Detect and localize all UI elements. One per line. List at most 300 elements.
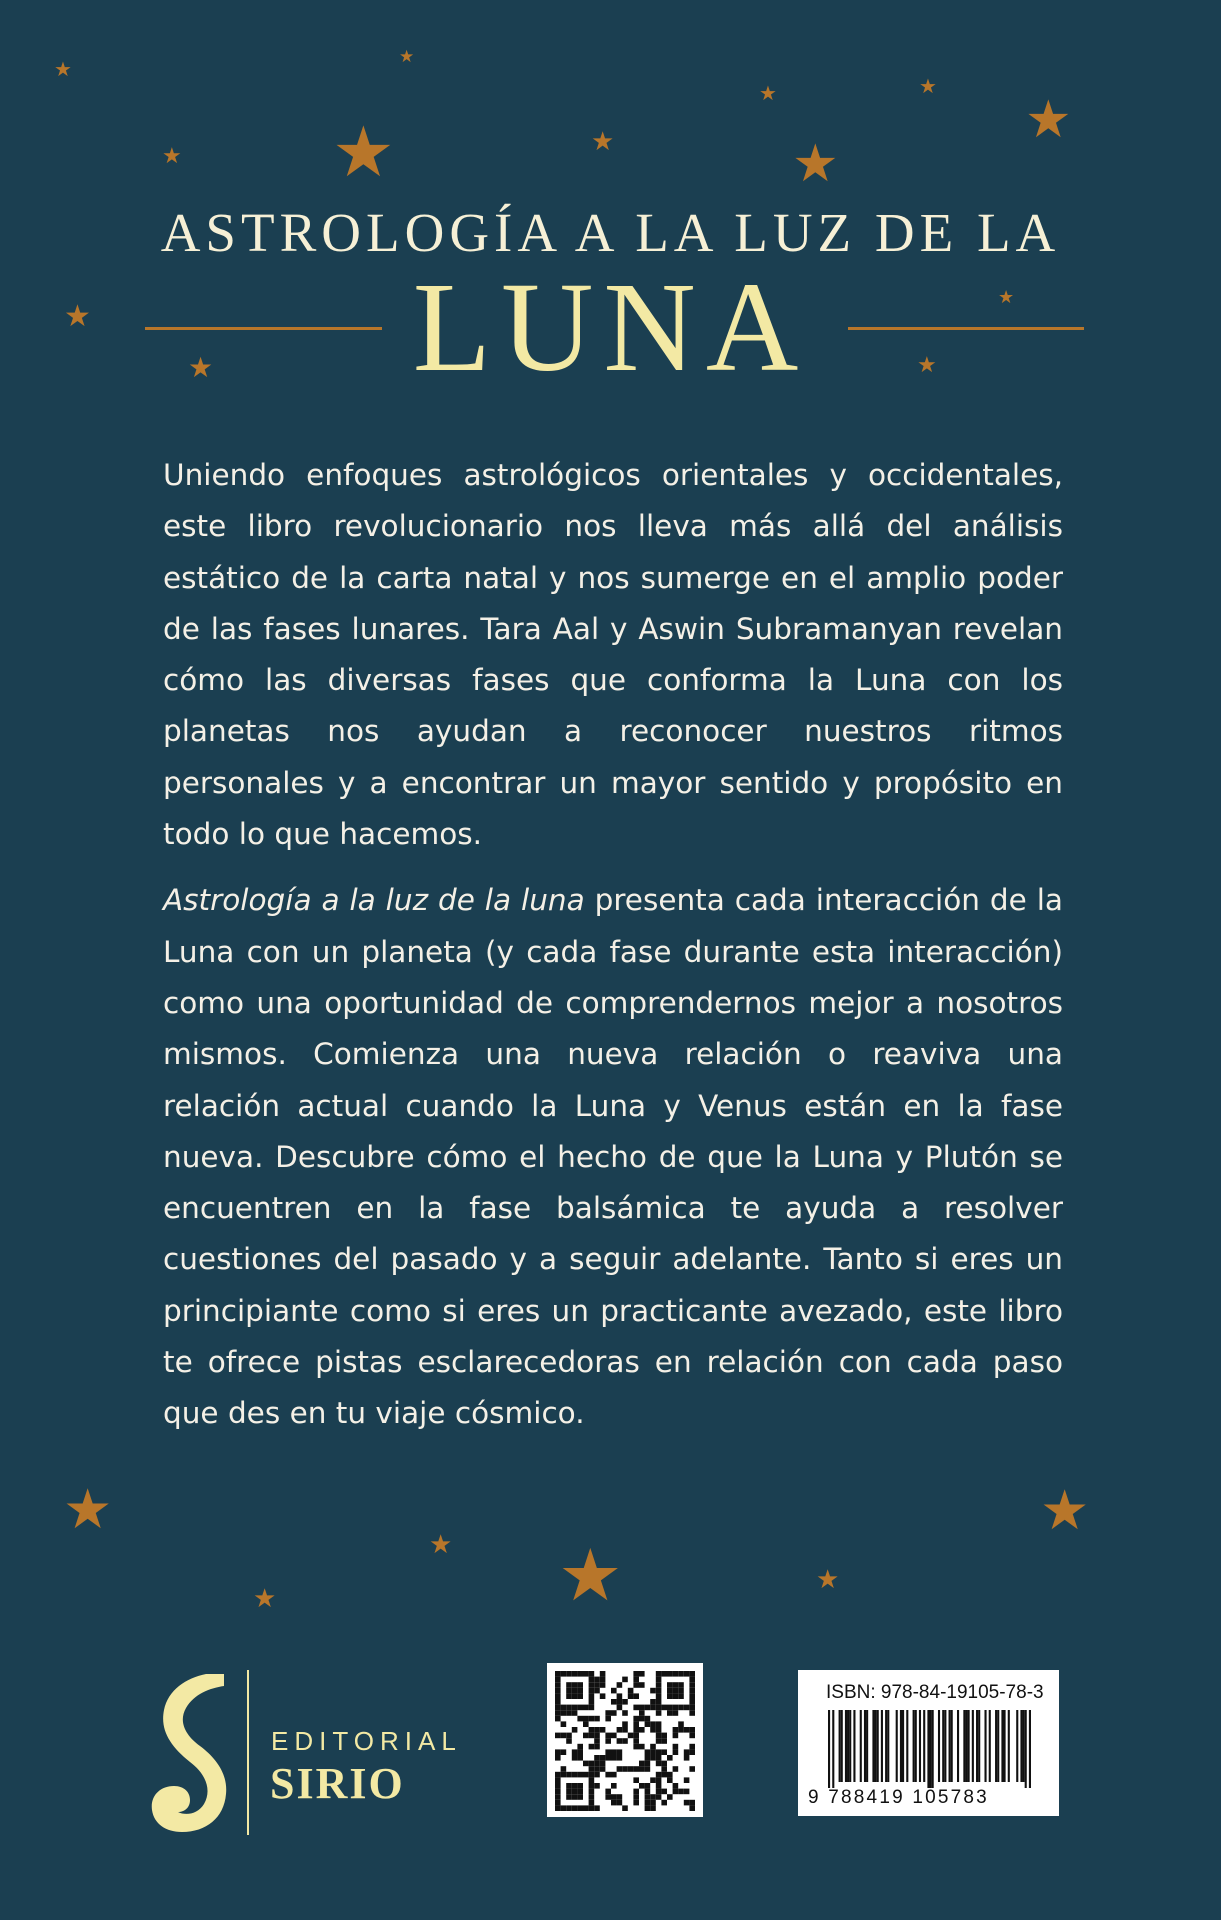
qr-module: [689, 1744, 695, 1750]
qr-module: [594, 1733, 600, 1739]
star-icon: ★: [998, 287, 1015, 307]
barcode-bar: [900, 1710, 902, 1782]
qr-module: [656, 1761, 662, 1767]
qr-module: [661, 1761, 667, 1767]
star-icon: ★: [1025, 91, 1072, 149]
barcode-bar: [942, 1710, 944, 1782]
qr-module: [583, 1721, 589, 1727]
barcode-bar: [866, 1710, 868, 1782]
qr-module: [572, 1794, 578, 1800]
barcode-bar: [828, 1710, 830, 1788]
qr-module: [600, 1671, 606, 1677]
qr-module: [667, 1688, 673, 1694]
barcode-bar: [1001, 1710, 1003, 1782]
star-icon: ★: [759, 83, 777, 105]
qr-module: [611, 1688, 617, 1694]
star-icon: ★: [558, 1536, 623, 1616]
star-icon: ★: [429, 1529, 453, 1559]
qr-module: [617, 1693, 623, 1699]
qr-module: [633, 1671, 639, 1677]
qr-module: [605, 1710, 611, 1716]
qr-module: [577, 1688, 583, 1694]
qr-module: [572, 1755, 578, 1761]
qr-module: [555, 1705, 561, 1711]
qr-module: [650, 1688, 656, 1694]
barcode-bar: [976, 1710, 978, 1782]
qr-module: [656, 1705, 662, 1711]
qr-module: [639, 1761, 645, 1767]
qr-module: [617, 1727, 623, 1733]
qr-module: [633, 1682, 639, 1688]
barcode-bar: [989, 1710, 991, 1782]
qr-module: [594, 1688, 600, 1694]
qr-module: [650, 1744, 656, 1750]
qr-module: [667, 1682, 673, 1688]
qr-module: [678, 1693, 684, 1699]
qr-module: [561, 1766, 567, 1772]
qr-module: [605, 1738, 611, 1744]
qr-module: [656, 1693, 662, 1699]
qr-module: [661, 1766, 667, 1772]
qr-module: [577, 1783, 583, 1789]
qr-module: [555, 1710, 561, 1716]
qr-module: [645, 1800, 651, 1806]
qr-module: [661, 1749, 667, 1755]
qr-module: [589, 1677, 595, 1683]
barcode-bar: [915, 1710, 917, 1782]
qr-module: [639, 1705, 645, 1711]
qr-module: [594, 1682, 600, 1688]
qr-module: [600, 1766, 606, 1772]
barcode-bar: [951, 1710, 953, 1782]
qr-module: [577, 1789, 583, 1795]
barcode-bar: [978, 1710, 980, 1782]
qr-module: [684, 1755, 690, 1761]
publisher-logo: [150, 1670, 490, 1835]
barcode-bar: [881, 1710, 883, 1782]
qr-module: [650, 1749, 656, 1755]
qr-module: [594, 1783, 600, 1789]
qr-module: [645, 1721, 651, 1727]
qr-module: [617, 1766, 623, 1772]
barcode-bar: [902, 1710, 904, 1782]
qr-module: [673, 1671, 679, 1677]
qr-module: [673, 1733, 679, 1739]
qr-module: [594, 1677, 600, 1683]
qr-module: [611, 1699, 617, 1705]
qr-module: [673, 1783, 679, 1789]
qr-module: [611, 1783, 617, 1789]
qr-module: [639, 1783, 645, 1789]
barcode-bar: [1004, 1710, 1006, 1782]
qr-module: [566, 1671, 572, 1677]
star-icon: ★: [1040, 1479, 1090, 1541]
qr-module: [555, 1716, 561, 1722]
qr-module: [605, 1716, 611, 1722]
qr-module: [577, 1749, 583, 1755]
qr-module: [561, 1749, 567, 1755]
star-icon: ★: [399, 47, 415, 66]
qr-module: [689, 1705, 695, 1711]
qr-module: [667, 1705, 673, 1711]
qr-module: [561, 1710, 567, 1716]
barcode-bar: [968, 1710, 970, 1782]
qr-module: [561, 1705, 567, 1711]
qr-module: [566, 1682, 572, 1688]
qr-module: [689, 1677, 695, 1683]
qr-module: [555, 1755, 561, 1761]
qr-module: [633, 1727, 639, 1733]
qr-module: [689, 1733, 695, 1739]
qr-module: [605, 1794, 611, 1800]
qr-module: [650, 1727, 656, 1733]
blurb-book-title: Astrología a la luz de la luna: [163, 883, 585, 918]
qr-module: [622, 1738, 628, 1744]
qr-module: [589, 1766, 595, 1772]
qr-module: [594, 1727, 600, 1733]
qr-module: [589, 1716, 595, 1722]
qr-module: [555, 1777, 561, 1783]
qr-module: [589, 1744, 595, 1750]
qr-module: [656, 1682, 662, 1688]
qr-module: [650, 1800, 656, 1806]
barcode-bar: [930, 1710, 932, 1788]
barcode-bar: [896, 1710, 898, 1782]
qr-module: [572, 1805, 578, 1811]
qr-module: [673, 1705, 679, 1711]
barcode-bar: [938, 1710, 940, 1782]
qr-module: [577, 1682, 583, 1688]
qr-module: [656, 1671, 662, 1677]
qr-module: [633, 1705, 639, 1711]
qr-module: [555, 1733, 561, 1739]
qr-module: [577, 1744, 583, 1750]
barcode-bar: [995, 1710, 997, 1782]
qr-module: [572, 1749, 578, 1755]
qr-module: [583, 1733, 589, 1739]
qr-module: [645, 1794, 651, 1800]
qr-module: [622, 1727, 628, 1733]
qr-module: [678, 1688, 684, 1694]
qr-module: [611, 1710, 617, 1716]
qr-module: [577, 1693, 583, 1699]
qr-module: [673, 1710, 679, 1716]
qr-module: [639, 1710, 645, 1716]
qr-module: [633, 1800, 639, 1806]
star-icon: ★: [188, 352, 214, 383]
qr-module: [617, 1755, 623, 1761]
qr-module: [689, 1693, 695, 1699]
qr-module: [561, 1772, 567, 1778]
qr-module: [633, 1677, 639, 1683]
qr-module: [594, 1744, 600, 1750]
qr-module: [589, 1727, 595, 1733]
qr-module: [628, 1733, 634, 1739]
qr-module: [689, 1682, 695, 1688]
qr-module: [589, 1688, 595, 1694]
barcode-bar: [913, 1710, 915, 1782]
barcode-bar: [923, 1710, 925, 1782]
qr-module: [645, 1716, 651, 1722]
barcode-bar: [860, 1710, 862, 1782]
qr-module: [684, 1705, 690, 1711]
qr-module: [611, 1755, 617, 1761]
qr-module: [622, 1766, 628, 1772]
qr-module: [577, 1671, 583, 1677]
star-icon: ★: [54, 59, 72, 81]
qr-module: [555, 1800, 561, 1806]
qr-module: [656, 1738, 662, 1744]
swan-logo-icon: [150, 1670, 230, 1835]
qr-module: [566, 1805, 572, 1811]
qr-module: [617, 1749, 623, 1755]
qr-module: [617, 1682, 623, 1688]
blurb-paragraph-2: [163, 875, 1063, 1439]
qr-module: [633, 1777, 639, 1783]
qr-module: [617, 1705, 623, 1711]
qr-module: [673, 1744, 679, 1750]
barcode-bar: [849, 1710, 851, 1782]
qr-module: [667, 1755, 673, 1761]
qr-module: [577, 1755, 583, 1761]
barcode-bar: [885, 1710, 887, 1782]
qr-module: [577, 1705, 583, 1711]
qr-module: [661, 1733, 667, 1739]
barcode-bar: [972, 1710, 974, 1782]
qr-module: [600, 1761, 606, 1767]
qr-module: [673, 1693, 679, 1699]
star-icon: ★: [64, 300, 91, 333]
qr-module: [555, 1789, 561, 1795]
qr-module: [650, 1805, 656, 1811]
qr-module: [633, 1766, 639, 1772]
qr-module: [661, 1772, 667, 1778]
qr-module: [639, 1671, 645, 1677]
publisher-name: SIRIO: [270, 1759, 405, 1808]
qr-module: [673, 1727, 679, 1733]
qr-module: [572, 1727, 578, 1733]
barcode-bar: [957, 1710, 959, 1782]
qr-module: [661, 1789, 667, 1795]
qr-module: [645, 1755, 651, 1761]
qr-module: [594, 1755, 600, 1761]
qr-module: [577, 1716, 583, 1722]
qr-module: [617, 1699, 623, 1705]
qr-module: [583, 1772, 589, 1778]
barcode-bar: [1016, 1710, 1018, 1782]
qr-module: [633, 1693, 639, 1699]
barcode-bar: [1025, 1710, 1027, 1788]
qr-module: [633, 1738, 639, 1744]
qr-module: [555, 1671, 561, 1677]
qr-module: [673, 1766, 679, 1772]
isbn-barcode: [798, 1670, 1059, 1816]
qr-module: [577, 1772, 583, 1778]
qr-module: [633, 1733, 639, 1739]
qr-module: [572, 1688, 578, 1694]
qr-module: [650, 1705, 656, 1711]
star-icon: ★: [919, 76, 937, 98]
qr-module: [639, 1682, 645, 1688]
qr-module: [572, 1772, 578, 1778]
qr-module: [667, 1693, 673, 1699]
qr-module: [661, 1738, 667, 1744]
qr-module: [617, 1738, 623, 1744]
qr-module: [689, 1805, 695, 1811]
qr-module: [589, 1794, 595, 1800]
barcode-bar: [965, 1710, 967, 1782]
qr-module: [639, 1744, 645, 1750]
isbn-label: ISBN: 978-84-19105-78-3: [826, 1682, 1044, 1703]
qr-module: [673, 1682, 679, 1688]
qr-module: [656, 1749, 662, 1755]
barcode-bar: [841, 1710, 843, 1782]
qr-module: [611, 1772, 617, 1778]
qr-module: [678, 1721, 684, 1727]
barcode-bar: [919, 1710, 921, 1782]
qr-module: [555, 1677, 561, 1683]
qr-module: [628, 1766, 634, 1772]
star-icon: ★: [591, 126, 615, 156]
qr-module: [561, 1733, 567, 1739]
qr-module: [673, 1688, 679, 1694]
qr-module: [566, 1794, 572, 1800]
qr-module: [645, 1749, 651, 1755]
qr-module: [684, 1727, 690, 1733]
qr-module: [611, 1749, 617, 1755]
qr-module: [633, 1744, 639, 1750]
qr-module: [561, 1805, 567, 1811]
back-cover-blurb: [163, 450, 1063, 1440]
qr-module: [656, 1688, 662, 1694]
qr-module: [605, 1733, 611, 1739]
qr-module: [689, 1710, 695, 1716]
barcode-bar: [1029, 1710, 1031, 1788]
qr-module: [684, 1777, 690, 1783]
barcode-bar: [872, 1710, 874, 1782]
qr-module: [689, 1671, 695, 1677]
qr-module: [589, 1699, 595, 1705]
blurb-paragraph-2-text: presenta cada interacción de la Luna con un planeta (y cada fase durante esta interacción) como una oportunidad de comprendernos mejor a nosotros mismos. Comienza una nueva relación o reaviva una relación actual cuando la Luna y Venus están en la fase nueva. Descubre cómo el hecho de que la Luna y Plutón se encuentren en la fase balsámica te ayuda a resolver cuestiones del pasado y a seguir adelante. Tanto si eres un principiante como si eres un practicante avezado, este libro te ofrece pistas esclarecedoras en relación con cada paso que des en tu viaje cósmico.: [163, 883, 1063, 1431]
qr-module: [678, 1671, 684, 1677]
qr-module: [577, 1805, 583, 1811]
qr-module: [600, 1693, 606, 1699]
qr-module: [589, 1705, 595, 1711]
qr-module: [589, 1671, 595, 1677]
barcode-bar: [944, 1710, 946, 1782]
qr-module: [650, 1794, 656, 1800]
qr-code: [547, 1663, 703, 1817]
star-icon: ★: [332, 113, 395, 191]
qr-module: [594, 1805, 600, 1811]
barcode-bar: [1008, 1710, 1010, 1782]
barcode-bar: [927, 1710, 929, 1788]
barcode-bar: [906, 1710, 908, 1782]
qr-module: [555, 1772, 561, 1778]
star-icon: ★: [63, 1478, 113, 1540]
qr-module: [622, 1677, 628, 1683]
star-icon: ★: [917, 352, 937, 377]
title-rule-right: [848, 327, 1084, 330]
qr-module: [628, 1688, 634, 1694]
barcode-bar: [1020, 1710, 1022, 1782]
qr-module: [650, 1721, 656, 1727]
qr-module: [656, 1677, 662, 1683]
qr-module: [611, 1800, 617, 1806]
barcode-bar: [864, 1710, 866, 1782]
qr-module: [639, 1727, 645, 1733]
qr-module: [594, 1761, 600, 1767]
qr-module: [605, 1772, 611, 1778]
qr-module: [633, 1716, 639, 1722]
barcode-bar: [832, 1710, 834, 1788]
qr-module: [600, 1682, 606, 1688]
qr-module: [583, 1705, 589, 1711]
qr-module: [555, 1749, 561, 1755]
barcode-bar: [932, 1710, 934, 1788]
qr-module: [645, 1761, 651, 1767]
qr-module: [555, 1699, 561, 1705]
qr-module: [589, 1772, 595, 1778]
qr-module: [561, 1671, 567, 1677]
logo-divider: [247, 1670, 249, 1835]
star-icon: ★: [816, 1564, 840, 1594]
qr-module: [656, 1777, 662, 1783]
qr-module: [645, 1783, 651, 1789]
qr-module: [605, 1749, 611, 1755]
qr-module: [617, 1794, 623, 1800]
qr-module: [611, 1794, 617, 1800]
qr-module: [667, 1772, 673, 1778]
qr-module: [656, 1772, 662, 1778]
qr-module: [617, 1800, 623, 1806]
qr-module: [594, 1772, 600, 1778]
qr-module: [684, 1789, 690, 1795]
barcode-bar: [887, 1710, 889, 1782]
qr-module: [661, 1671, 667, 1677]
qr-module: [622, 1805, 628, 1811]
qr-module: [589, 1693, 595, 1699]
qr-module: [678, 1682, 684, 1688]
qr-module: [583, 1761, 589, 1767]
qr-module: [572, 1682, 578, 1688]
qr-module: [689, 1749, 695, 1755]
qr-module: [645, 1766, 651, 1772]
qr-module: [555, 1805, 561, 1811]
qr-module: [589, 1800, 595, 1806]
qr-module: [650, 1699, 656, 1705]
qr-module: [667, 1710, 673, 1716]
qr-module: [645, 1789, 651, 1795]
qr-module: [577, 1794, 583, 1800]
star-icon: ★: [162, 143, 182, 168]
qr-module: [661, 1705, 667, 1711]
qr-module: [678, 1789, 684, 1795]
qr-module: [594, 1738, 600, 1744]
qr-module: [656, 1710, 662, 1716]
qr-module: [589, 1761, 595, 1767]
qr-module: [650, 1777, 656, 1783]
qr-module: [639, 1716, 645, 1722]
qr-module: [600, 1755, 606, 1761]
title-main: LUNA: [412, 256, 809, 398]
qr-module: [594, 1766, 600, 1772]
qr-module: [555, 1794, 561, 1800]
qr-module: [572, 1783, 578, 1789]
qr-module: [667, 1777, 673, 1783]
qr-module: [633, 1789, 639, 1795]
qr-module: [566, 1693, 572, 1699]
